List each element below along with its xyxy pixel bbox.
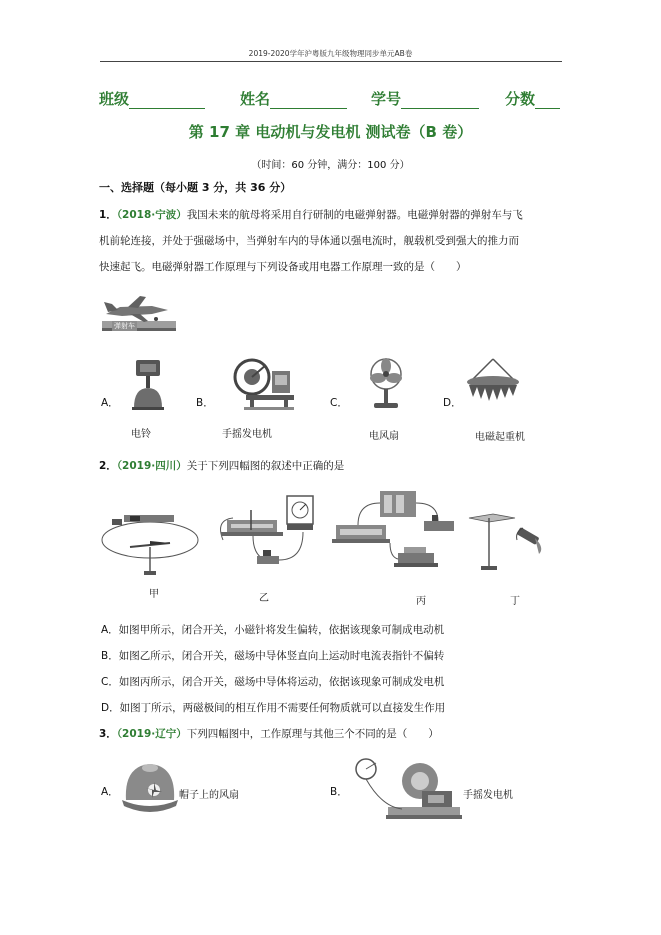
- name-label: 姓名: [240, 90, 271, 108]
- q1-option-a-letter[interactable]: A．: [101, 397, 119, 409]
- q1-line2: 机前轮连接，并处于强磁场中，当弹射车内的导体通以强电流时，舰载机受到强大的推力而: [99, 235, 519, 247]
- page-subtitle: （时间：60 分钟，满分：100 分）: [251, 160, 410, 171]
- class-field: [99, 88, 205, 109]
- q1-option-c-caption: 电风扇: [369, 431, 399, 442]
- q2-source: （2019·四川）: [116, 460, 187, 472]
- electric-bell-icon: [128, 358, 168, 413]
- q2-option-c[interactable]: C．如图丙所示，闭合开关，磁场中导体将运动，依据该现象可制成发电机: [101, 676, 445, 688]
- score-field: [505, 88, 560, 109]
- id-field: [371, 88, 479, 109]
- q1-line3: 快速起飞。电磁弹射器工作原理与下列设备或用电器工作原理一致的是（ ）: [99, 261, 467, 273]
- q3-number: 3．: [99, 728, 117, 740]
- q1-option-d-letter[interactable]: D．: [443, 397, 462, 409]
- q2-fig-label-ding: 丁: [510, 596, 520, 607]
- q2-stem: 关于下列四幅图的叙述中正确的是: [186, 460, 345, 472]
- q3-option-a-letter[interactable]: A．: [101, 786, 119, 798]
- class-blank[interactable]: [129, 94, 205, 109]
- class-label: 班级: [99, 90, 130, 108]
- q3-option-a-caption: 帽子上的风扇: [179, 790, 239, 801]
- q1-option-b-letter[interactable]: B．: [196, 397, 214, 409]
- q2-figure-ding: [465, 508, 550, 578]
- q3-option-b-caption: 手摇发电机: [463, 790, 513, 801]
- q2-number: 2．: [99, 460, 117, 472]
- q3-hand-generator-icon: [352, 757, 462, 825]
- page-title: 第 17 章 电动机与发电机 测试卷（B 卷）: [188, 123, 473, 141]
- q1-text-1: 我国未来的航母将采用自行研制的电磁弹射器。电磁弹射器的弹射车与飞: [186, 209, 523, 221]
- q2-stem-line: [99, 460, 344, 472]
- q3-option-b-letter[interactable]: B．: [330, 786, 348, 798]
- q2-figure-jia: [100, 505, 205, 580]
- electric-fan-icon: [366, 356, 406, 412]
- q2-fig-label-yi: 乙: [259, 593, 269, 604]
- q1-figure-label: 弹射车: [114, 322, 135, 330]
- q3-source: （2019·辽宁）: [116, 728, 187, 740]
- q1-option-d-caption: 电磁起重机: [475, 432, 525, 443]
- q1-source: （2018·宁波）: [116, 209, 187, 221]
- id-blank[interactable]: [401, 94, 479, 109]
- q2-option-b[interactable]: B．如图乙所示，闭合开关，磁场中导体竖直向上运动时电流表指针不偏转: [101, 650, 445, 662]
- q1-option-a-caption: 电铃: [131, 429, 151, 440]
- score-blank[interactable]: [535, 94, 560, 109]
- name-field: [240, 88, 347, 109]
- q1-line1: [99, 209, 523, 221]
- page-header: 2019-2020学年沪粤版九年级物理同步单元AB卷: [248, 49, 413, 58]
- q2-option-d[interactable]: D．如图丁所示，两磁极间的相互作用不需要任何物质就可以直接发生作用: [101, 702, 446, 714]
- hand-generator-icon: [226, 355, 296, 413]
- q3-stem: 下列四幅图中，工作原理与其他三个不同的是（ ）: [186, 728, 439, 740]
- id-label: 学号: [371, 90, 402, 108]
- name-blank[interactable]: [270, 94, 347, 109]
- hat-fan-icon: [120, 756, 180, 822]
- header-divider: [100, 61, 562, 62]
- electromagnetic-crane-icon: [463, 357, 523, 407]
- q3-stem-line: [99, 728, 439, 740]
- q1-option-c-letter[interactable]: C．: [330, 397, 348, 409]
- q2-figure-bing: [328, 487, 463, 579]
- q2-fig-label-bing: 丙: [416, 596, 426, 607]
- q2-figure-yi: [213, 490, 328, 575]
- section-heading: 一、选择题（每小题 3 分，共 36 分）: [99, 181, 292, 194]
- q2-option-a[interactable]: A．如图甲所示，闭合开关，小磁针将发生偏转，依据该现象可制成电动机: [101, 624, 445, 636]
- q2-fig-label-jia: 甲: [149, 589, 159, 600]
- q1-option-b-caption: 手摇发电机: [222, 429, 272, 440]
- score-label: 分数: [505, 90, 536, 108]
- q1-number: 1．: [99, 209, 117, 221]
